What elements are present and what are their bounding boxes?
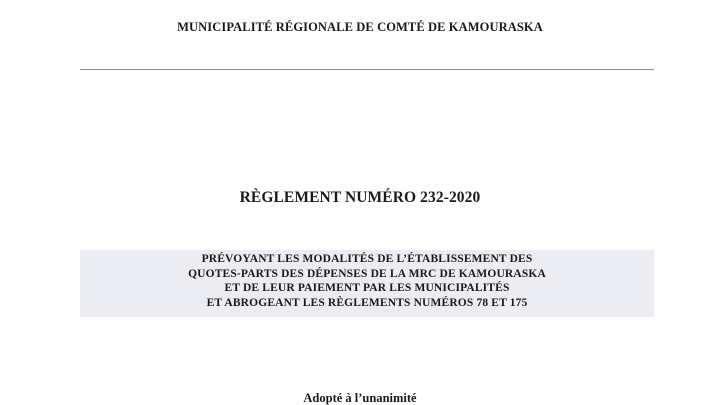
subject-line: ET DE LEUR PAIEMENT PAR LES MUNICIPALITÉS (224, 282, 510, 294)
adoption-note: Adopté à l’unanimité (303, 391, 417, 405)
header-divider (80, 69, 654, 70)
regulation-subject-box (80, 250, 654, 317)
organization-title: MUNICIPALITÉ RÉGIONALE DE COMTÉ DE KAMOURASKA (177, 20, 543, 34)
subject-line: QUOTES-PARTS DES DÉPENSES DE LA MRC DE KAMOURASKA (188, 267, 546, 280)
regulation-title: RÈGLEMENT NUMÉRO 232-2020 (239, 189, 481, 206)
subject-line: PRÉVOYANT LES MODALITÉS DE L’ÉTABLISSEMENT DES (201, 253, 533, 265)
subject-line: ET ABROGEANT LES RÈGLEMENTS NUMÉROS 78 ET 175 (206, 296, 528, 309)
